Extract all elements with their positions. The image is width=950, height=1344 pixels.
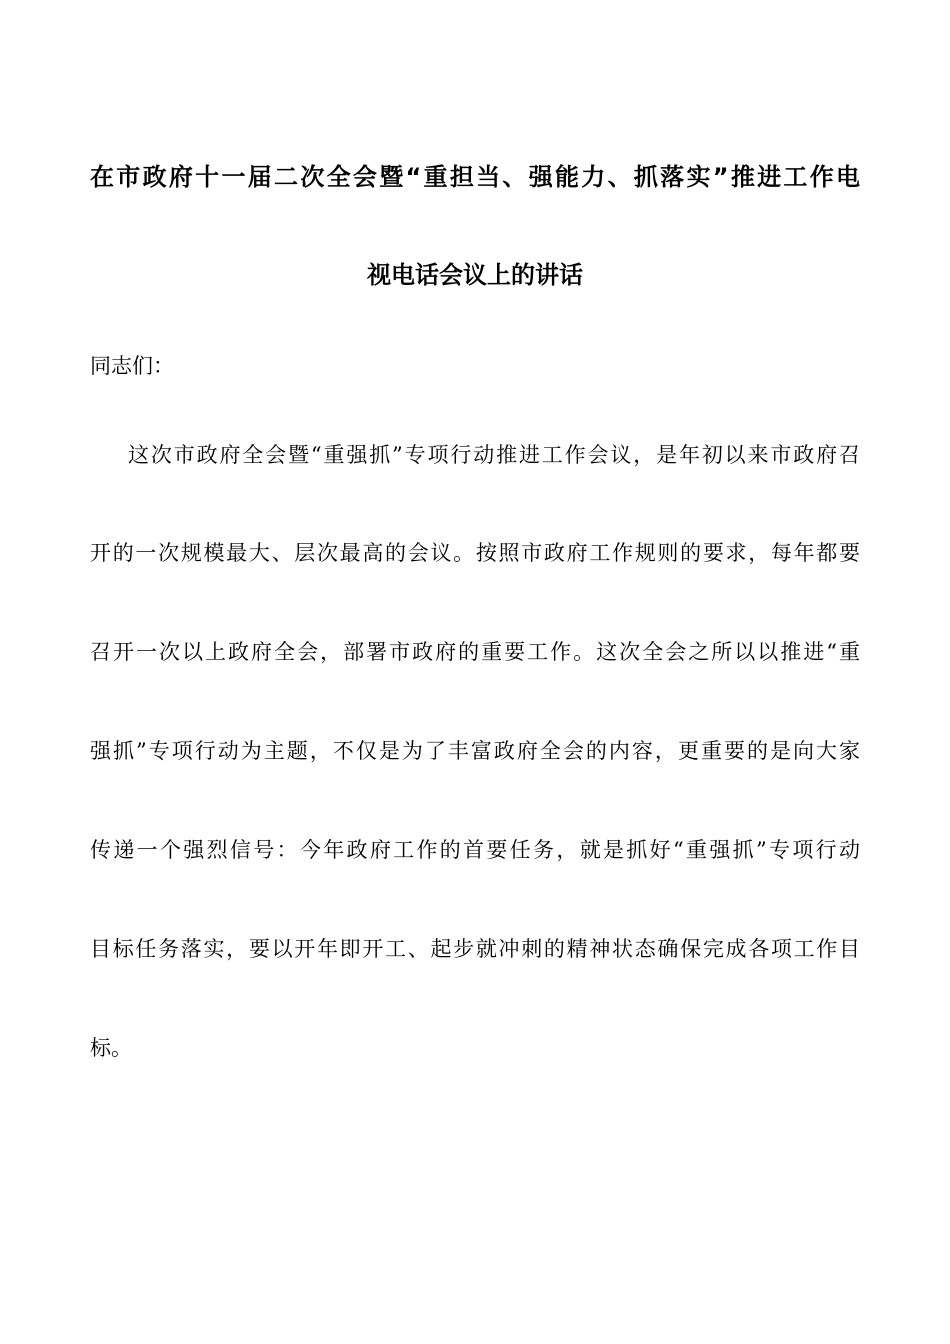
paragraph-line-5: 传递一个强烈信号：今年政府工作的首要任务，就是抓好“重强抓”专项行动 <box>90 838 860 862</box>
document-title-line-2: 视电话会议上的讲话 <box>367 261 583 289</box>
paragraph-line-6: 目标任务落实，要以开年即开工、起步就冲刺的精神状态确保完成各项工作目 <box>90 937 860 961</box>
paragraph-line-2: 开的一次规模最大、层次最高的会议。按照市政府工作规则的要求，每年都要 <box>90 541 860 565</box>
paragraph-line-4: 强抓”专项行动为主题，不仅是为了丰富政府全会的内容，更重要的是向大家 <box>90 739 860 763</box>
paragraph-line-3: 召开一次以上政府全会，部署市政府的重要工作。这次全会之所以以推进“重 <box>90 640 860 664</box>
document-title-line-1: 在市政府十一届二次全会暨“重担当、强能力、抓落实”推进工作电 <box>90 163 860 191</box>
salutation: 同志们： <box>90 354 174 378</box>
paragraph-line-7: 标。 <box>90 1036 132 1060</box>
paragraph-line-1: 这次市政府全会暨“重强抓”专项行动推进工作会议，是年初以来市政府召 <box>128 443 860 467</box>
